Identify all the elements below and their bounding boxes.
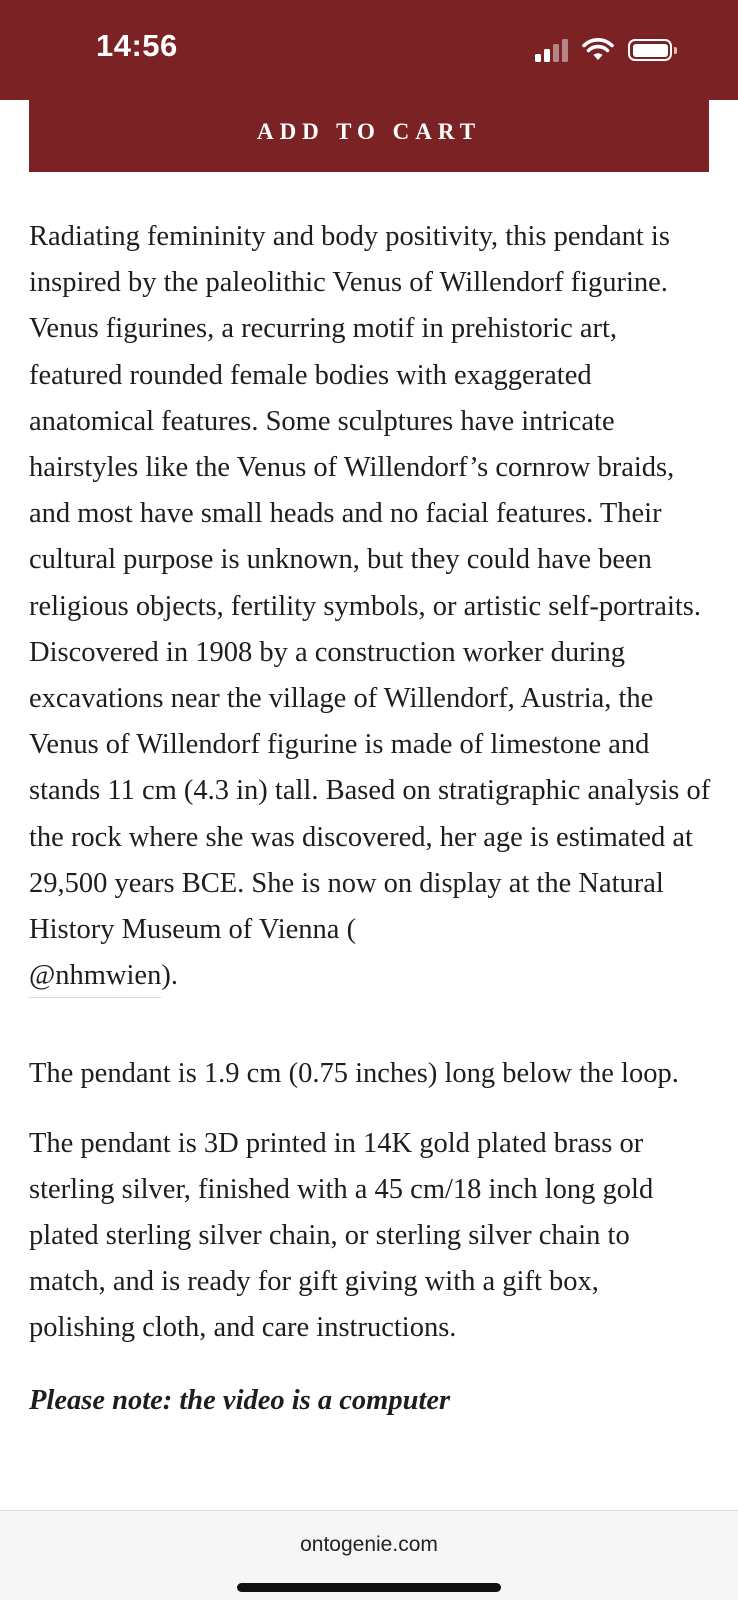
url-address[interactable]: ontogenie.com: [300, 1533, 438, 1556]
status-time: 14:56: [96, 28, 178, 63]
battery-icon: [628, 39, 672, 61]
status-icons: [535, 36, 672, 64]
materials-paragraph: The pendant is 3D printed in 14K gold plated brass or sterling silver, finished with a 45 cm/18 inch long gold plated sterling silver chain, or sterling silver chain to match, and is ready for gift giving with a gift box, polishing cloth, and care instructions.: [29, 1127, 654, 1344]
instagram-handle-link[interactable]: @nhmwien: [29, 960, 161, 998]
description-text-end: ).: [161, 960, 178, 992]
description-text: Radiating femininity and body positivity, this pendant is inspired by the paleolithic Venus of Willendorf figurine. Venus figurines, a recurring motif in prehistoric art, featured rounded female bodies with exaggerated anatomical features. Some sculptures have intricate hairstyles like the Venus of Willendorf’s cornrow braids, and most have small heads and no facial features. Their cultural purpose is unknown, but they could have been religious objects, fertility symbols, or artistic self-portraits. Discovered in 1908 by a construction worker during excavations near the village of Willendorf, Austria, the Venus of Willendorf figurine is made of limestone and stands 11 cm (4.3 in) tall. Based on stratigraphic analysis of the rock where she was discovered, her age is estimated at 29,500 years BCE. She is now on display at the Natural History Museum of Vienna (: [29, 221, 711, 946]
status-bar: [0, 0, 738, 100]
video-note: Please note: the video is a computer: [29, 1384, 451, 1416]
wifi-icon: [582, 38, 614, 62]
size-paragraph: The pendant is 1.9 cm (0.75 inches) long below the loop.: [29, 1058, 679, 1090]
description-paragraph: [29, 214, 711, 999]
add-to-cart-button[interactable]: ADD TO CART: [29, 100, 709, 172]
browser-bottom-bar: [0, 1510, 738, 1600]
cellular-signal-icon: [535, 38, 568, 62]
home-indicator[interactable]: [237, 1583, 501, 1592]
product-description: [29, 214, 711, 1424]
